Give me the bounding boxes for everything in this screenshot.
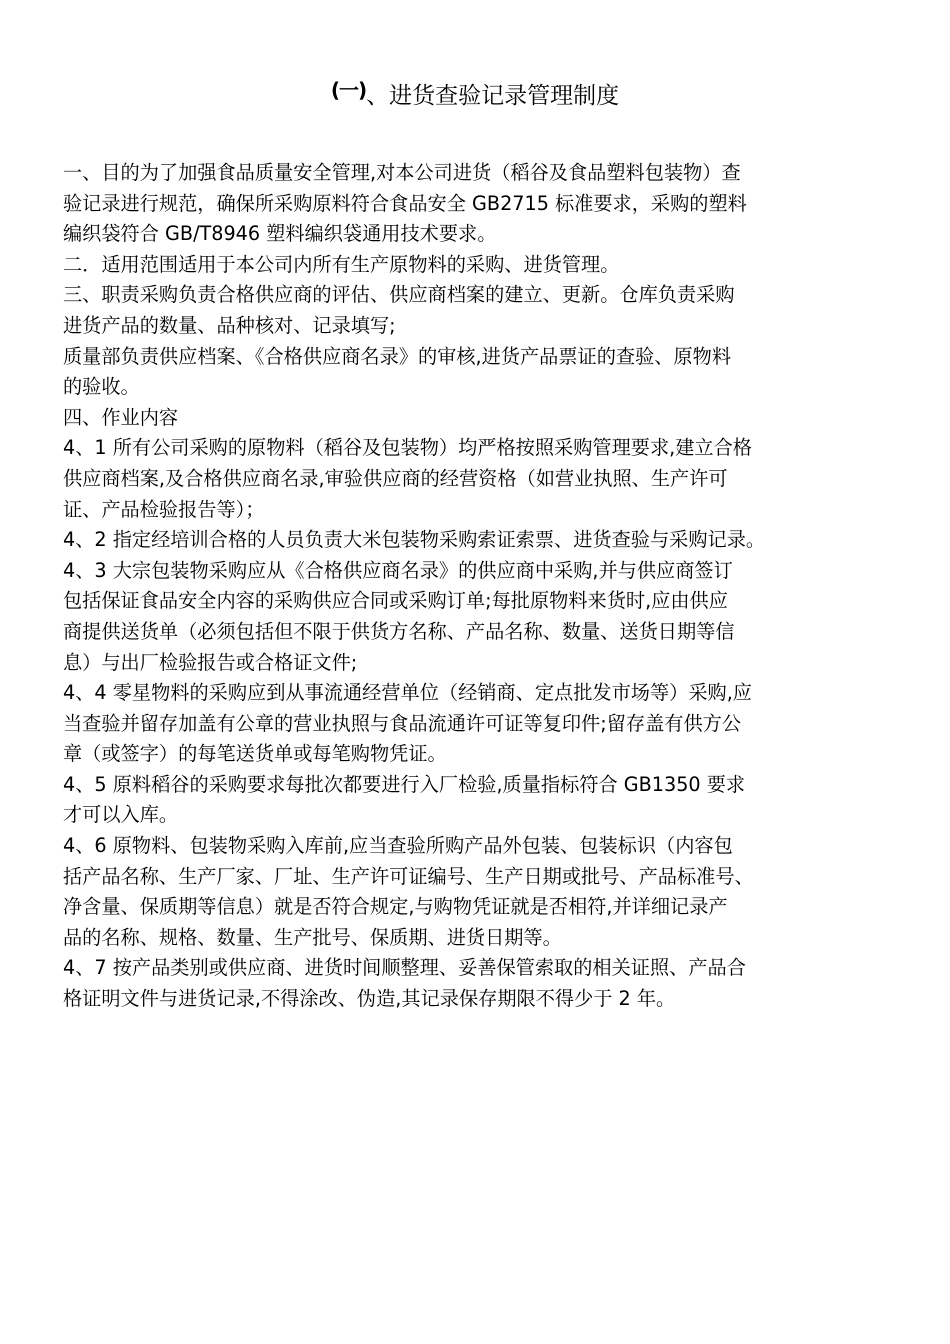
body-line: 质量部负责供应档案、《合格供应商名录》的审核,进货产品票证的查验、原物料 xyxy=(63,344,732,368)
body-line: 四、作业内容 xyxy=(63,405,179,429)
body-line: 4、4 零星物料的采购应到从事流通经营单位（经销商、定点批发市场等）采购,应 xyxy=(63,681,752,705)
body-line: 进货产品的数量、品种核对、记录填写; xyxy=(63,313,396,337)
body-line: 4、3 大宗包装物采购应从《合格供应商名录》的供应商中采购,并与供应商签订 xyxy=(63,558,733,582)
body-line: 括产品名称、生产厂家、厂址、生产许可证编号、生产日期或批号、产品标准号、 xyxy=(63,864,754,888)
document-title xyxy=(0,76,950,116)
body-line: 息）与出厂检验报告或合格证文件; xyxy=(63,650,358,674)
body-line: 4、1 所有公司采购的原物料（稻谷及包装物）均严格按照采购管理要求,建立合格 xyxy=(63,436,752,460)
body-line: 格证明文件与进货记录,不得涂改、伪造,其记录保存期限不得少于 2 年。 xyxy=(63,987,676,1011)
body-line: 商提供送货单（必须包括但不限于供货方名称、产品名称、数量、送货日期等信 xyxy=(63,619,735,643)
body-line: 编织袋符合 GB/T8946 塑料编织袋通用技术要求。 xyxy=(63,222,497,246)
title-number: (一) xyxy=(330,78,367,102)
body-line: 才可以入库。 xyxy=(63,803,179,827)
body-line: 包括保证食品安全内容的采购供应合同或采购订单;每批原物料来货时,应由供应 xyxy=(63,589,728,613)
body-line: 当查验并留存加盖有公章的营业执照与食品流通许可证等复印件;留存盖有供方公 xyxy=(63,711,742,735)
body-line: 4、7 按产品类别或供应商、进货时间顺整理、妥善保管索取的相关证照、产品合 xyxy=(63,956,746,980)
body-line: 证、产品检验报告等）； xyxy=(63,497,265,521)
body-line: 二．适用范围适用于本公司内所有生产原物料的采购、进货管理。 xyxy=(63,252,620,276)
body-line: 的验收。 xyxy=(63,375,140,399)
body-line: 4、5 原料稻谷的采购要求每批次都要进行入厂检验,质量指标符合 GB1350 要求 xyxy=(63,772,746,796)
body-line: 4、2 指定经培训合格的人员负责大米包装物采购索证索票、进货查验与采购记录。 xyxy=(63,528,766,552)
body-line: 三、职责采购负责合格供应商的评估、供应商档案的建立、更新。仓库负责采购 xyxy=(63,283,735,307)
body-line: 章（或签字）的每笔送货单或每笔购物凭证。 xyxy=(63,742,447,766)
body-line: 供应商档案,及合格供应商名录,审验供应商的经营资格（如营业执照、生产许可 xyxy=(63,466,728,490)
body-line: 验记录进行规范，确保所采购原料符合食品安全 GB2715 标准要求，采购的塑料 xyxy=(63,191,747,215)
body-line: 净含量、保质期等信息）就是否符合规定,与购物凭证就是否相符,并详细记录产 xyxy=(63,895,728,919)
title-text: 、进货查验记录管理制度 xyxy=(366,83,620,109)
body-line: 品的名称、规格、数量、生产批号、保质期、进货日期等。 xyxy=(63,925,562,949)
body-line: 4、6 原物料、包装物采购入库前,应当查验所购产品外包装、包装标识（内容包 xyxy=(63,834,733,858)
document-body xyxy=(63,158,913,1015)
body-line: 一、目的为了加强食品质量安全管理,对本公司进货（稻谷及食品塑料包装物）查 xyxy=(63,161,741,184)
